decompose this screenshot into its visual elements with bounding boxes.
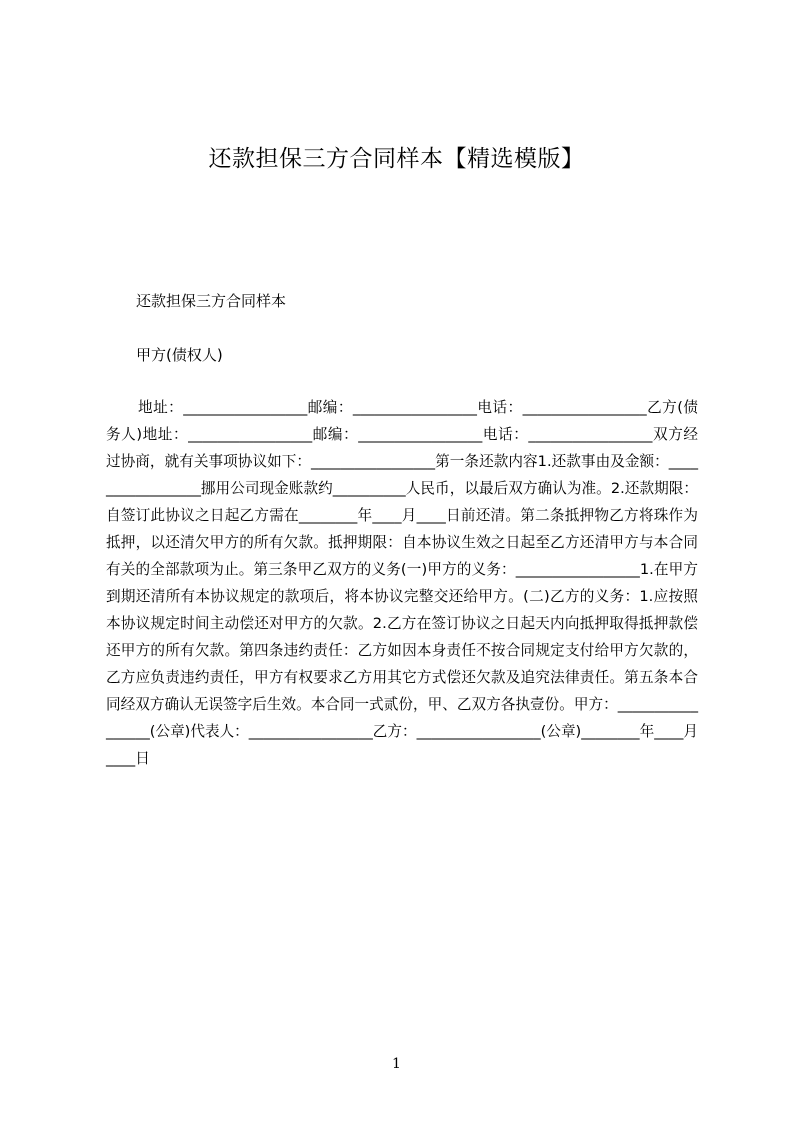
document-subtitle: 还款担保三方合同样本 xyxy=(136,292,287,310)
party-a-heading: 甲方(债权人) xyxy=(136,346,223,364)
page-number: 1 xyxy=(392,1056,401,1072)
document-title: 还款担保三方合同样本【精选模版】 xyxy=(208,146,585,172)
contract-body-paragraph: 地址：_________________邮编：_________________电话：_________________乙方(债务人)地址：_________________邮编：_________________电话：_________________双方经过协商，就有关事项协议如下：_________________第一条还款内容1.还款事由及金额：_________________挪用公司现金账款约__________人民币，以最后双方确认为准。2.还款期限：自签订此协议之日起乙方需在________年____月____日前还清。第二条抵押物乙方将珠作为抵押，以还清欠甲方的所有欠款。抵押期限：自本协议生效之日起至乙方还清甲方与本合同有关的全部款项为止。第三条甲乙双方的义务(一)甲方的义务：_________________1.在甲方到期还清所有本协议规定的款项后，将本协议完整交还给甲方。(二)乙方的义务：1.应按照本协议规定时间主动偿还对甲方的欠款。2.乙方在签订协议之日起天内向抵押取得抵押款偿还甲方的所有欠款。第四条违约责任：乙方如因本身责任不按合同规定支付给甲方欠款的，乙方应负责违约责任，甲方有权要求乙方用其它方式偿还欠款及追究法律责任。第五条本合同经双方确认无误签字后生效。本合同一式贰份，甲、乙双方各执壹份。甲方：_________________(公章)代表人：_________________乙方：_________________(公章)________年____月____日 xyxy=(106,399,698,767)
